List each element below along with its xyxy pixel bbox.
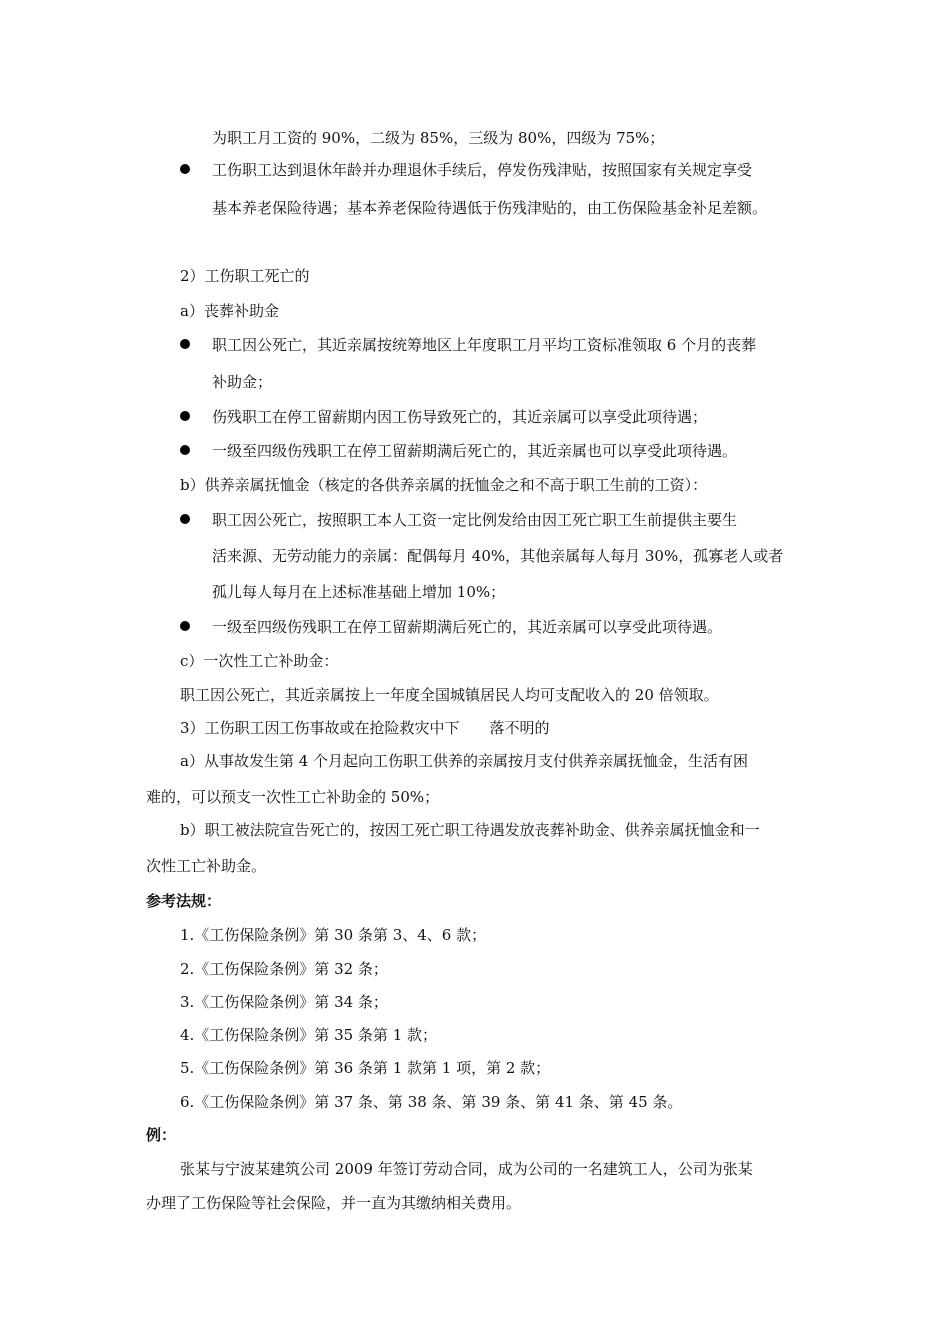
reference-item: 1.《工伤保险条例》第 30 条第 3、4、6 款； — [180, 926, 487, 944]
reference-item: 2.《工伤保险条例》第 32 条； — [180, 960, 388, 978]
bullet-icon — [180, 339, 190, 349]
subsection-heading: b）供养亲属抚恤金（核定的各供养亲属的抚恤金之和不高于职工生前的工资）： — [180, 476, 708, 494]
paragraph-line: b）职工被法院宣告死亡的，按因工死亡职工待遇发放丧葬补助金、供养亲属抚恤金和一 — [180, 821, 760, 839]
bullet-item-line: 伤残职工在停工留薪期内因工伤导致死亡的，其近亲属可以享受此项待遇； — [212, 408, 708, 426]
bullet-item-line: 工伤职工达到退休年龄并办理退休手续后，停发伤残津贴，按照国家有关规定享受 — [212, 161, 753, 179]
bullet-icon — [180, 164, 190, 174]
subsection-heading: a）丧葬补助金 — [180, 302, 279, 320]
bullet-icon — [180, 621, 190, 631]
paragraph-line: 张某与宁波某建筑公司 2009 年签订劳动合同，成为公司的一名建筑工人，公司为张某 — [180, 1160, 753, 1178]
reference-item: 5.《工伤保险条例》第 36 条第 1 款第 1 项，第 2 款； — [180, 1059, 551, 1077]
bullet-icon — [180, 445, 190, 455]
bullet-icon — [180, 514, 190, 524]
bullet-item-line: 孤儿每人每月在上述标准基础上增加 10%； — [212, 583, 506, 601]
section-heading: 2）工伤职工死亡的 — [180, 267, 310, 285]
paragraph-line: 次性工亡补助金。 — [146, 857, 267, 875]
reference-item: 3.《工伤保险条例》第 34 条； — [180, 993, 388, 1011]
example-heading: 例： — [146, 1126, 177, 1144]
bullet-item-line: 职工因公死亡，其近亲属按统筹地区上年度职工月平均工资标准领取 6 个月的丧葬 — [212, 336, 757, 354]
reference-item: 4.《工伤保险条例》第 35 条第 1 款； — [180, 1026, 438, 1044]
paragraph-line: a）从事故发生第 4 个月起向工伤职工供养的亲属按月支付供养亲属抚恤金，生活有困 — [180, 752, 749, 770]
bullet-item-line: 基本养老保险待遇；基本养老保险待遇低于伤残津贴的，由工伤保险基金补足差额。 — [212, 199, 768, 217]
bullet-item-line: 职工因公死亡，按照职工本人工资一定比例发给由因工死亡职工生前提供主要生 — [212, 511, 738, 529]
bullet-item-line: 活来源、无劳动能力的亲属：配偶每月 40%，其他亲属每人每月 30%，孤寡老人或者 — [212, 547, 784, 565]
reference-item: 6.《工伤保险条例》第 37 条、第 38 条、第 39 条、第 41 条、第 45 条。 — [180, 1093, 683, 1111]
references-heading: 参考法规： — [146, 892, 222, 910]
paragraph-line: 职工因公死亡，其近亲属按上一年度全国城镇居民人均可支配收入的 20 倍领取。 — [180, 686, 719, 704]
subsection-heading: c）一次性工亡补助金： — [180, 652, 339, 670]
bullet-item-line: 补助金； — [212, 373, 273, 391]
section-heading: 3）工伤职工因工伤事故或在抢险救灾中下 落不明的 — [180, 719, 550, 737]
bullet-item-line: 一级至四级伤残职工在停工留薪期满后死亡的，其近亲属可以享受此项待遇。 — [212, 618, 723, 636]
bullet-item-line: 一级至四级伤残职工在停工留薪期满后死亡的，其近亲属也可以享受此项待遇。 — [212, 442, 738, 460]
paragraph-line: 为职工月工资的 90%，二级为 85%，三级为 80%，四级为 75%； — [212, 129, 665, 147]
paragraph-line: 办理了工伤保险等社会保险，并一直为其缴纳相关费用。 — [146, 1194, 522, 1212]
bullet-icon — [180, 411, 190, 421]
paragraph-line: 难的，可以预支一次性工亡补助金的 50%； — [146, 788, 440, 806]
